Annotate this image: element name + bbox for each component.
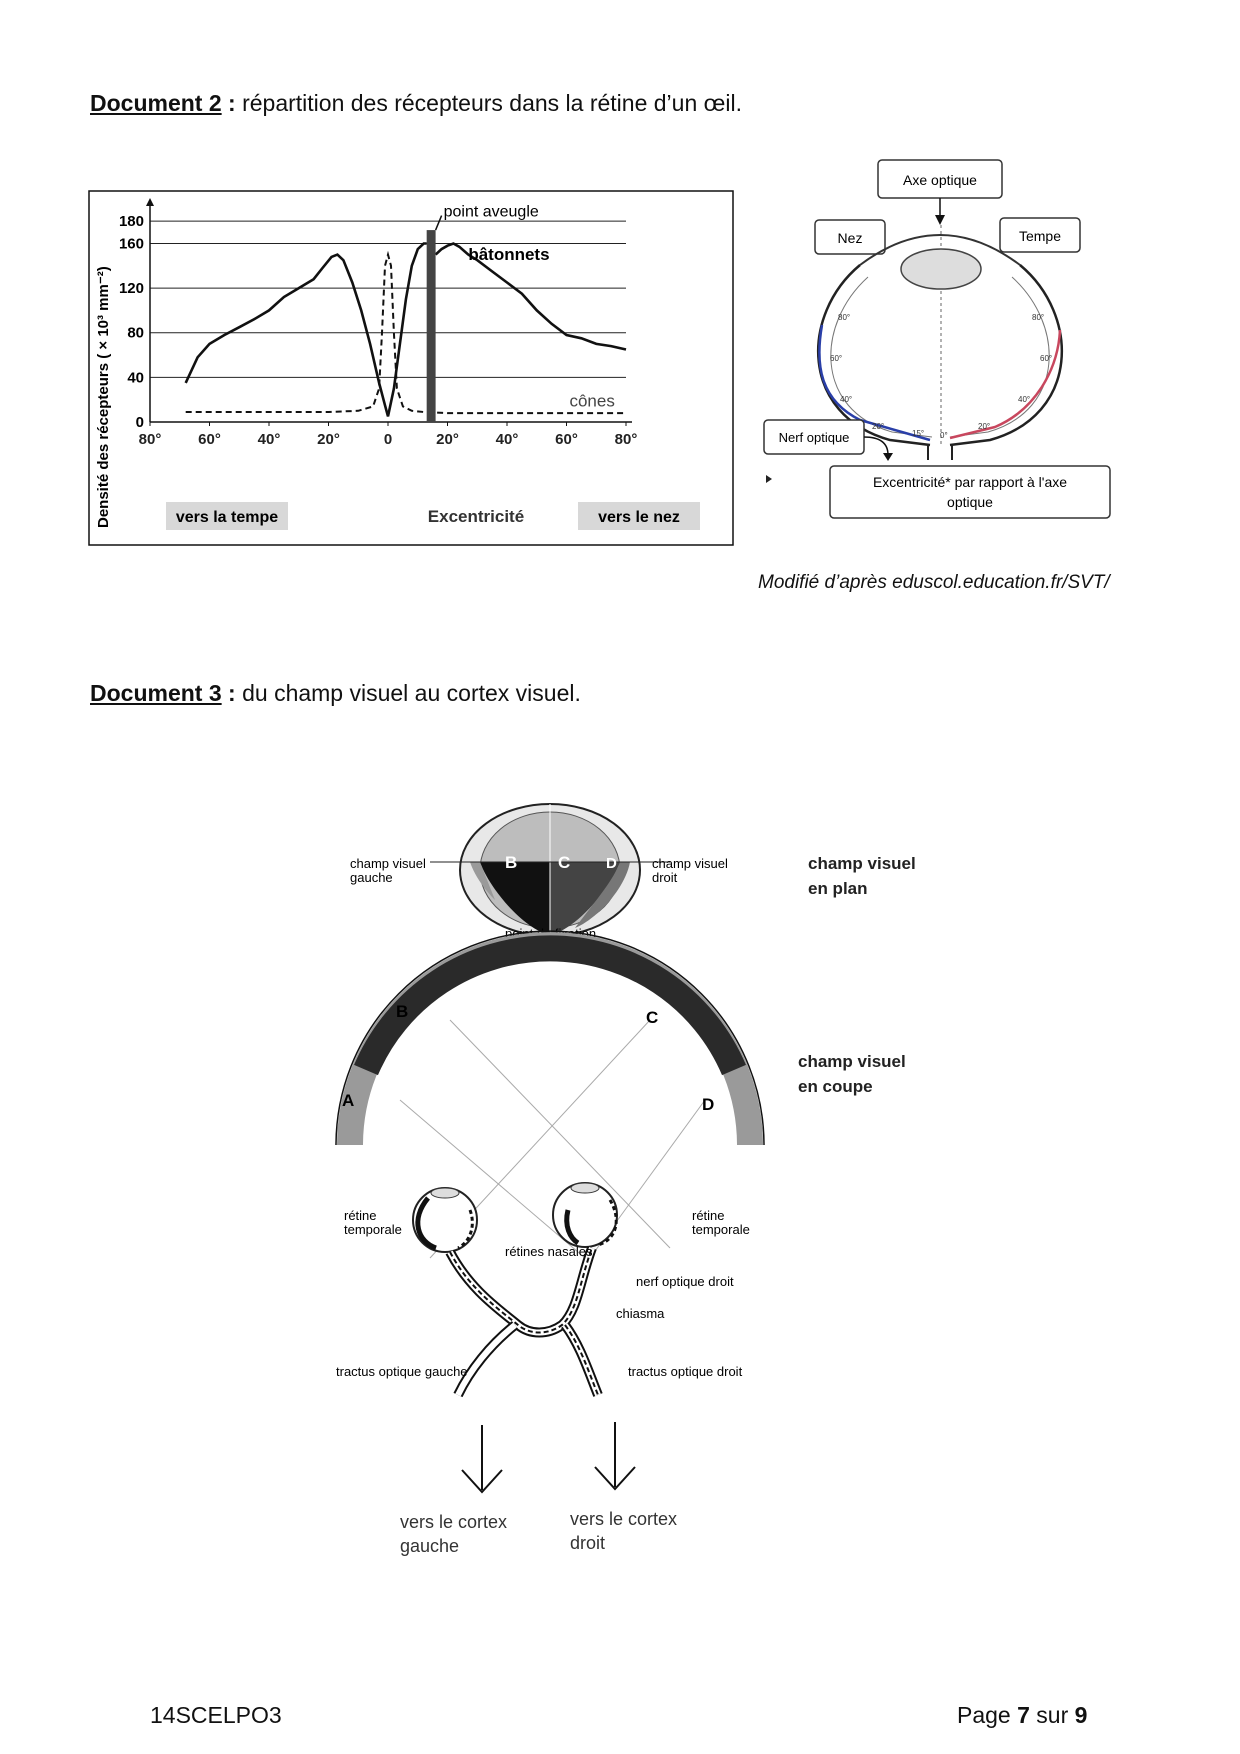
angle-label: 15° <box>912 429 925 438</box>
retine-temporale-left-2: temporale <box>344 1222 402 1237</box>
nerf-arrow <box>864 437 888 455</box>
nerf-optique-label: Nerf optique <box>778 430 850 445</box>
document-2-label: Document 2 <box>90 90 222 116</box>
angle-label: 80° <box>1032 313 1045 322</box>
footer-page-number: Page 7 sur 9 <box>957 1702 1088 1728</box>
y-tick-label: 120 <box>118 280 144 298</box>
y-tick-label: 180 <box>118 213 144 231</box>
angle-label: 0° <box>940 431 948 440</box>
source-note: Modifié d’après eduscol.education.fr/SVT/ <box>758 572 1110 593</box>
x-tick-label: 60° <box>198 431 221 448</box>
zone-b-label: B <box>505 853 518 872</box>
eye-cross-section-diagram <box>760 155 1130 535</box>
zone-c-label: C <box>558 853 571 872</box>
document-2-heading: Document 2 : répartition des récepteurs dans la rétine d’un œil. <box>90 90 742 116</box>
x-tick-label: 0 <box>383 431 393 448</box>
zone-b-arc-label: B <box>396 1002 409 1021</box>
angle-label: 40° <box>840 395 853 404</box>
plan-label-2: en plan <box>808 879 868 898</box>
receptor-density-chart <box>88 190 734 546</box>
cortex-gauche-label-2: gauche <box>400 1536 460 1556</box>
axe-arrow-head <box>935 215 945 225</box>
document-3-label: Document 3 <box>90 680 222 706</box>
angle-label: 20° <box>872 422 885 431</box>
right-angle-labels <box>940 313 1052 440</box>
axe-optique-label: Axe optique <box>903 172 977 188</box>
chart-y-axis-label: Densité des récepteurs ( × 10³ mm⁻²) <box>95 266 112 528</box>
angle-label: 60° <box>1040 354 1053 363</box>
point-fixation-label: point de fixation <box>505 926 597 941</box>
lens-icon <box>901 249 981 289</box>
document-3-title: du champ visuel au cortex visuel. <box>235 680 581 706</box>
excentricite-label-2: optique <box>947 494 993 510</box>
cones-series-label: cônes <box>569 391 615 411</box>
zone-c-arc-label: C <box>646 1008 659 1027</box>
excentricite-label-1: Excentricité* par rapport à l'axe <box>872 474 1068 490</box>
cortex-droit-label-1: vers le cortex <box>570 1509 678 1529</box>
chiasma-label: chiasma <box>616 1306 665 1321</box>
retines-nasales-label: rétines nasales <box>505 1244 593 1259</box>
y-tick-label: 80 <box>127 324 144 342</box>
angle-label: 60° <box>830 354 843 363</box>
champ-gauche-label-2: gauche <box>350 870 393 885</box>
direction-right-label: vers le nez <box>598 509 680 526</box>
zone-d-arc-label: D <box>702 1095 715 1114</box>
retine-temporale-right-1: rétine <box>692 1208 725 1223</box>
document-2-title: répartition des récepteurs dans la rétine d’un œil. <box>235 90 742 116</box>
footer-code: 14SCELPO3 <box>150 1702 282 1728</box>
eye-inner-wall <box>831 277 1049 437</box>
x-tick-label: 40° <box>257 431 281 448</box>
temporal-retina-highlight <box>950 330 1060 438</box>
zone-a-arc-label: A <box>342 1091 355 1110</box>
x-tick-label: 20° <box>436 431 459 448</box>
visual-field-arc-outer <box>350 945 750 1145</box>
visual-pathway-diagram <box>330 780 950 1580</box>
document-3-heading: Document 3 : du champ visuel au cortex visuel. <box>90 680 581 706</box>
tractus-droit-label: tractus optique droit <box>628 1364 743 1379</box>
plan-label-1: champ visuel <box>808 854 916 873</box>
x-tick-label: 80° <box>138 431 162 448</box>
angle-label: 20° <box>978 422 991 431</box>
optic-nerves-chiasma <box>450 1248 592 1333</box>
zone-d-label: D <box>606 855 617 872</box>
blind-spot-label: point aveugle <box>443 203 539 221</box>
nasal-retina-highlight <box>819 325 860 420</box>
y-tick-label: 160 <box>118 235 144 253</box>
nez-label: Nez <box>837 230 863 246</box>
tempe-label: Tempe <box>1018 228 1062 244</box>
y-tick-label: 40 <box>127 369 144 387</box>
blind-spot-bar <box>427 230 436 422</box>
rods-series-label: bâtonnets <box>468 245 550 265</box>
champ-droit-label-2: droit <box>652 870 678 885</box>
cortex-gauche-label-1: vers le cortex <box>400 1512 508 1532</box>
optic-nerve-stub <box>928 445 952 460</box>
nerf-optique-droit-label: nerf optique droit <box>636 1274 734 1289</box>
angle-label: 40° <box>1018 395 1031 404</box>
champ-droit-label-1: champ visuel <box>652 856 728 871</box>
bullet-marker <box>766 475 772 483</box>
x-tick-label: 40° <box>495 431 519 448</box>
retine-temporale-left-1: rétine <box>344 1208 377 1223</box>
coupe-label-1: champ visuel <box>798 1052 906 1071</box>
angle-label: 80° <box>838 313 851 322</box>
champ-gauche-label-1: champ visuel <box>350 856 426 871</box>
direction-left-label: vers la tempe <box>175 509 279 526</box>
x-tick-label: 80° <box>614 431 638 448</box>
chart-frame <box>89 191 733 545</box>
x-tick-label: 20° <box>317 431 340 448</box>
cortex-droit-label-2: droit <box>570 1533 606 1553</box>
visual-field-arc-inner <box>366 948 734 1070</box>
y-tick-label: 0 <box>135 414 144 431</box>
retine-temporale-right-2: temporale <box>692 1222 750 1237</box>
chart-x-axis-label: Excentricité <box>427 507 525 526</box>
coupe-label-2: en coupe <box>798 1077 873 1096</box>
x-tick-label: 60° <box>555 431 578 448</box>
tractus-gauche-label: tractus optique gauche <box>336 1364 468 1379</box>
